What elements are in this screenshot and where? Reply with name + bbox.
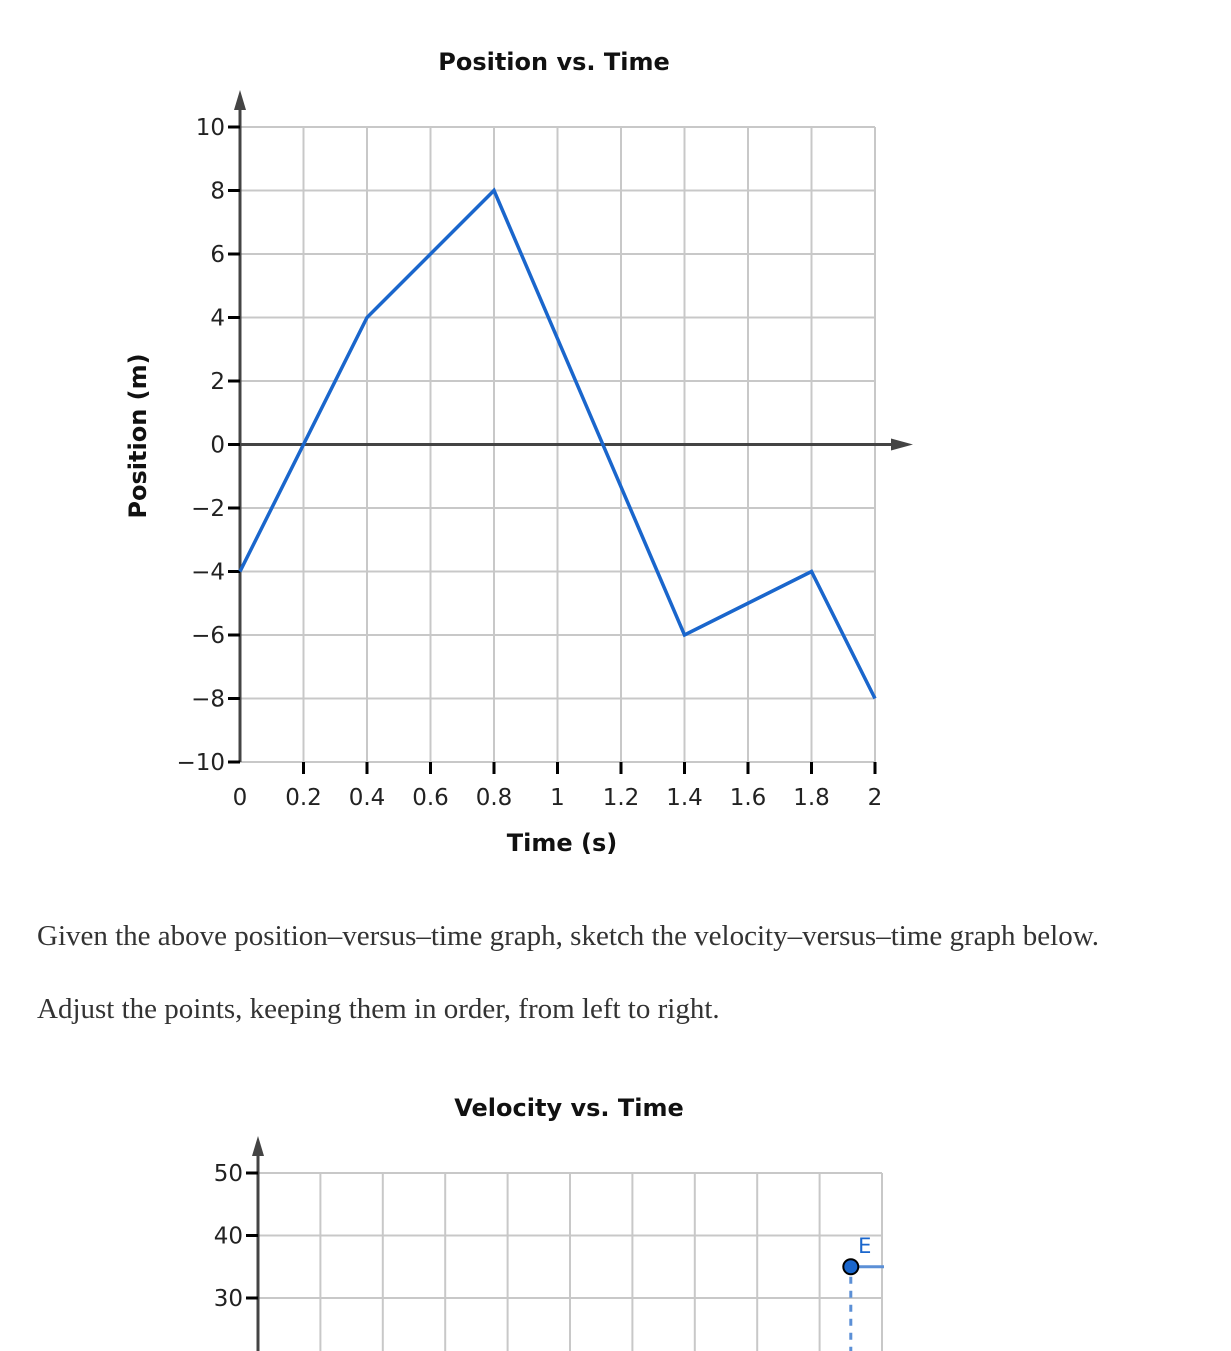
position-y-tick-label: −2: [191, 496, 225, 522]
position-y-tick-label: 6: [210, 242, 225, 268]
position-x-tick-label: 1.8: [793, 785, 830, 811]
position-y-tick-label: 4: [210, 305, 225, 332]
position-x-tick-label: 0.6: [412, 785, 449, 811]
velocity-y-tick-label: 30: [213, 1286, 243, 1312]
position-x-tick-label: 0.8: [475, 785, 513, 811]
velocity-chart-title: Velocity vs. Time: [454, 1094, 684, 1122]
position-x-tick-label: 1.6: [729, 785, 767, 811]
velocity-chart-axes: [252, 1136, 264, 1351]
position-y-tick-label: −4: [191, 559, 225, 586]
position-y-tick-label: 2: [210, 369, 225, 395]
velocity-y-tick-label: 50: [213, 1161, 243, 1187]
velocity-y-axis-arrow: [252, 1136, 264, 1156]
position-chart-x-axis-label: Time (s): [506, 829, 618, 857]
position-y-tick-label: −10: [176, 750, 225, 776]
position-chart-y-axis-label: Position (m): [124, 353, 152, 519]
velocity-chart-grid: [258, 1173, 882, 1351]
velocity-chart-points[interactable]: [843, 1234, 884, 1351]
position-x-tick-label: 0.4: [348, 785, 386, 811]
position-chart-x-ticks: [233, 762, 883, 811]
position-y-tick-label: 0: [210, 432, 225, 459]
position-chart-title: Position vs. Time: [438, 48, 670, 76]
velocity-point-label: E: [858, 1233, 872, 1258]
position-x-tick-label: 1.2: [602, 785, 640, 811]
instruction-text: Given the above position–versus–time graph, sketch the velocity–versus–time graph below.: [37, 920, 1100, 952]
velocity-y-tick-label: 40: [213, 1223, 243, 1250]
position-y-axis-arrow: [234, 90, 246, 110]
position-y-tick-label: −6: [191, 623, 225, 649]
velocity-point-handle[interactable]: [843, 1259, 858, 1274]
velocity-chart-y-ticks: [214, 1161, 258, 1312]
velocity-time-chart[interactable]: [0, 1080, 1231, 1351]
position-y-tick-label: 8: [210, 178, 225, 205]
position-x-axis-arrow: [891, 439, 913, 451]
position-x-tick-label: 1.4: [666, 785, 703, 811]
position-y-tick-label: 10: [195, 115, 225, 141]
position-x-tick-label: 2: [867, 785, 883, 811]
position-chart-y-ticks: [176, 115, 240, 776]
position-x-tick-label: 0.2: [285, 785, 322, 811]
position-x-tick-label: 1: [550, 785, 565, 811]
position-x-tick-label: 0: [232, 785, 248, 811]
position-y-tick-label: −8: [191, 686, 225, 713]
instruction-subtext: Adjust the points, keeping them in order, from left to right.: [37, 993, 720, 1025]
